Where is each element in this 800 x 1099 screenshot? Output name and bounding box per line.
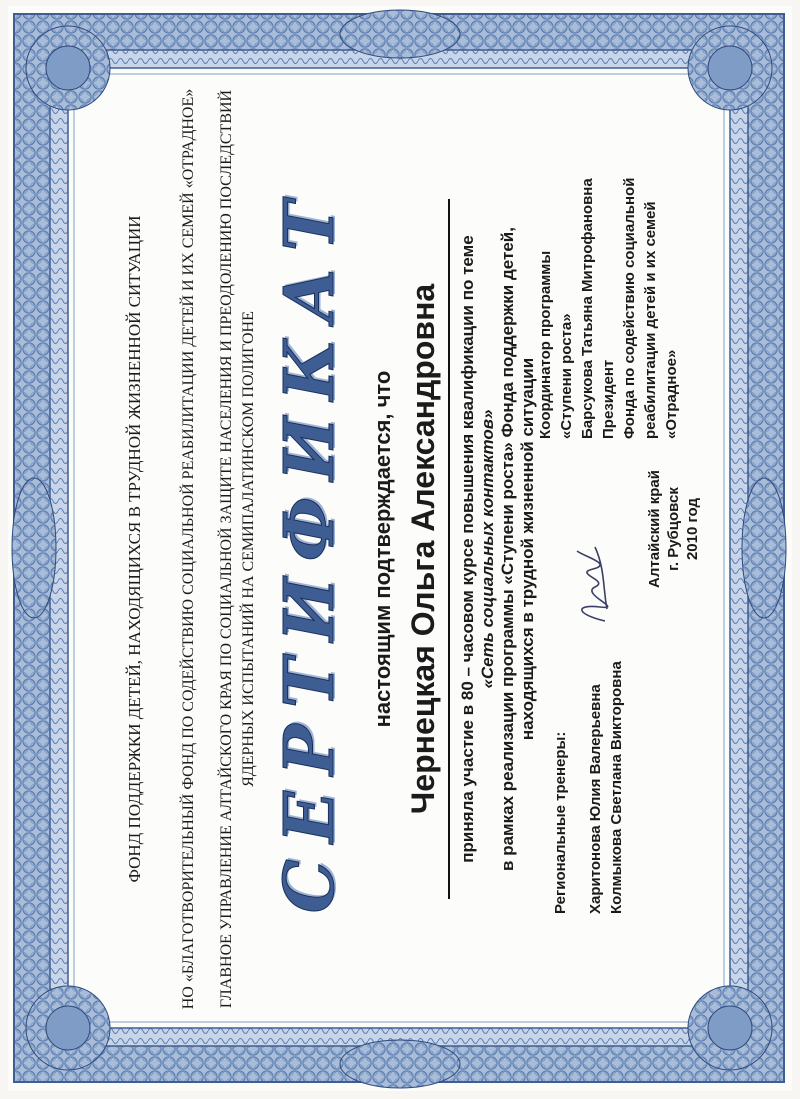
issuer-line-4: ЯДЕРНЫХ ИСПЫТАНИЙ НА СЕМИПАЛАТИНСКОМ ПОЛИГОНЕ <box>240 311 257 787</box>
coordinator-block <box>535 109 682 439</box>
body-line-4: находящихся в трудной жизненной ситуации <box>518 357 537 741</box>
issuer-line-2: НО «БЛАГОТВОРИТЕЛЬНЫЙ ФОНД ПО СОДЕЙСТВИЮ СОЦИАЛЬНОЙ РЕАБИЛИТАЦИИ ДЕТЕЙ И ИХ СЕМЕЙ «ОТРАДНОЕ» <box>180 88 197 1010</box>
place-city: г. Рубцовск <box>665 487 682 571</box>
signature-icon <box>565 539 620 629</box>
trainer-name: Колмыкова Светлана Викторовна <box>608 661 625 914</box>
certificate-content <box>80 49 720 1049</box>
trainer-name: Харитонова Юлия Валерьевна <box>587 684 604 914</box>
issuer-line-1: ФОНД ПОДДЕРЖКИ ДЕТЕЙ, НАХОДЯЩИХСЯ В ТРУДНОЙ ЖИЗНЕННОЙ СИТУАЦИИ <box>125 215 144 883</box>
issuer-line-3: ГЛАВНОЕ УПРАВЛЕНИЕ АЛТАЙСКОГО КРАЯ ПО СОЦИАЛЬНОЙ ЗАЩИТЕ НАСЕЛЕНИЯ И ПРЕОДОЛЕНИЮ ПОСЛЕДСТВИЙ <box>218 89 235 1009</box>
body-line-3: в рамках реализации программы «Ступени роста» Фонда поддержки детей, <box>498 227 517 871</box>
coordinator-line: «Ступени роста» <box>558 313 575 439</box>
body-line-2: «Сеть социальных контактов» <box>478 409 497 689</box>
certificate-title: СЕРТИФИКАТ <box>270 184 350 914</box>
trainers-label: Региональные тренеры: <box>552 731 569 914</box>
place-year: 2010 год <box>684 497 701 561</box>
coordinator-line: «Отрадное» <box>663 349 680 439</box>
confirm-text: настоящим подтверждается, что <box>370 370 395 728</box>
place-region: Алтайский край <box>646 470 663 588</box>
recipient-name: Чернецкая Ольга Александровна <box>405 199 450 899</box>
coordinator-line: реабилитации детей и их семей <box>642 201 659 439</box>
coordinator-line: Координатор программы <box>537 250 554 439</box>
coordinator-line: Фонда по содействию социальной <box>621 177 638 439</box>
coordinator-line: Барсукова Татьяна Митрофановна <box>579 178 596 439</box>
trainers-block <box>550 661 627 914</box>
place-block <box>645 449 702 609</box>
coordinator-line: Президент <box>600 359 617 439</box>
body-line-1: приняла участие в 80 – часовом курсе повышения квалификации по теме <box>458 235 477 863</box>
